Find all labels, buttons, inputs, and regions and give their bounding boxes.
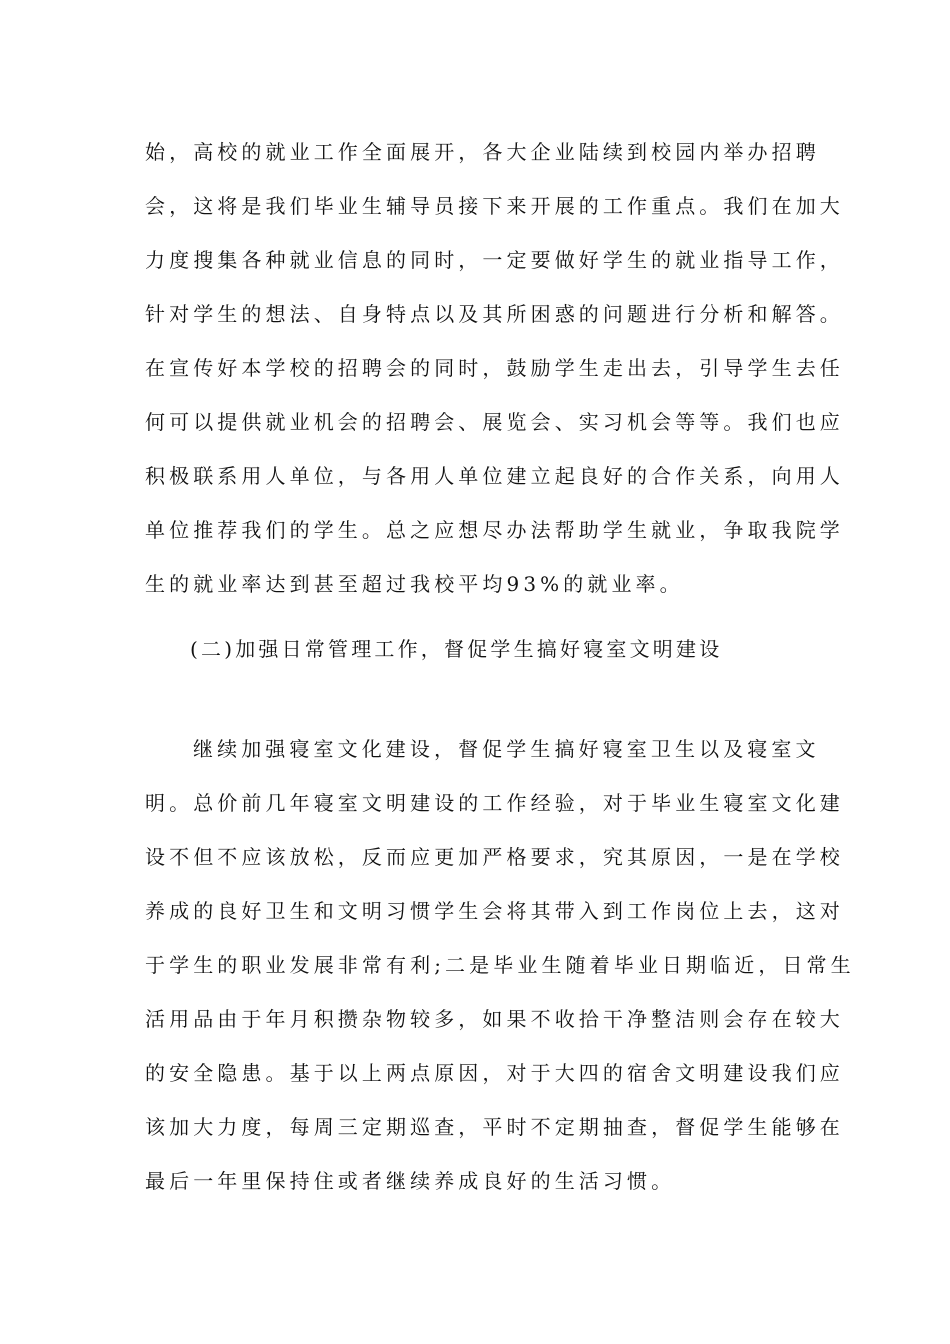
paragraph-line: 在宣传好本学校的招聘会的同时，鼓励学生走出去，引导学生去任 [145, 356, 844, 380]
paragraph-employment [145, 125, 844, 611]
paragraph-line: 于学生的职业发展非常有利;二是毕业生随着毕业日期临近，日常生 [145, 953, 855, 977]
paragraph-line: 活用品由于年月积攒杂物较多，如果不收拾干净整洁则会存在较大 [145, 1007, 844, 1031]
paragraph-line: 该加大力度，每周三定期巡查，平时不定期抽查，督促学生能够在 [145, 1115, 844, 1139]
paragraph-line: 养成的良好卫生和文明习惯学生会将其带入到工作岗位上去，这对 [145, 899, 844, 923]
paragraph-line: 始，高校的就业工作全面展开，各大企业陆续到校园内举办招聘 [145, 140, 820, 164]
paragraph-line: 积极联系用人单位，与各用人单位建立起良好的合作关系，向用人 [145, 464, 844, 488]
paragraph-line: 继续加强寝室文化建设，督促学生搞好寝室卫生以及寝室文 [193, 737, 820, 761]
paragraph-line: 会，这将是我们毕业生辅导员接下来开展的工作重点。我们在加大 [145, 194, 844, 218]
paragraph-line: 生的就业率达到甚至超过我校平均93%的就业率。 [145, 572, 684, 596]
paragraph-dormitory [145, 722, 855, 1208]
paragraph-line: 最后一年里保持住或者继续养成良好的生活习惯。 [145, 1169, 676, 1193]
paragraph-line: 何可以提供就业机会的招聘会、展览会、实习机会等等。我们也应 [145, 410, 844, 434]
paragraph-line: 单位推荐我们的学生。总之应想尽办法帮助学生就业，争取我院学 [145, 518, 844, 542]
section-heading: (二)加强日常管理工作，督促学生搞好寝室文明建设 [190, 637, 723, 661]
paragraph-line: 的安全隐患。基于以上两点原因，对于大四的宿舍文明建设我们应 [145, 1061, 844, 1085]
paragraph-line: 设不但不应该放松，反而应更加严格要求，究其原因，一是在学校 [145, 845, 844, 869]
paragraph-line: 明。总价前几年寝室文明建设的工作经验，对于毕业生寝室文化建 [145, 791, 844, 815]
paragraph-line: 力度搜集各种就业信息的同时，一定要做好学生的就业指导工作， [145, 248, 844, 272]
paragraph-line: 针对学生的想法、自身特点以及其所困惑的问题进行分析和解答。 [145, 302, 844, 326]
